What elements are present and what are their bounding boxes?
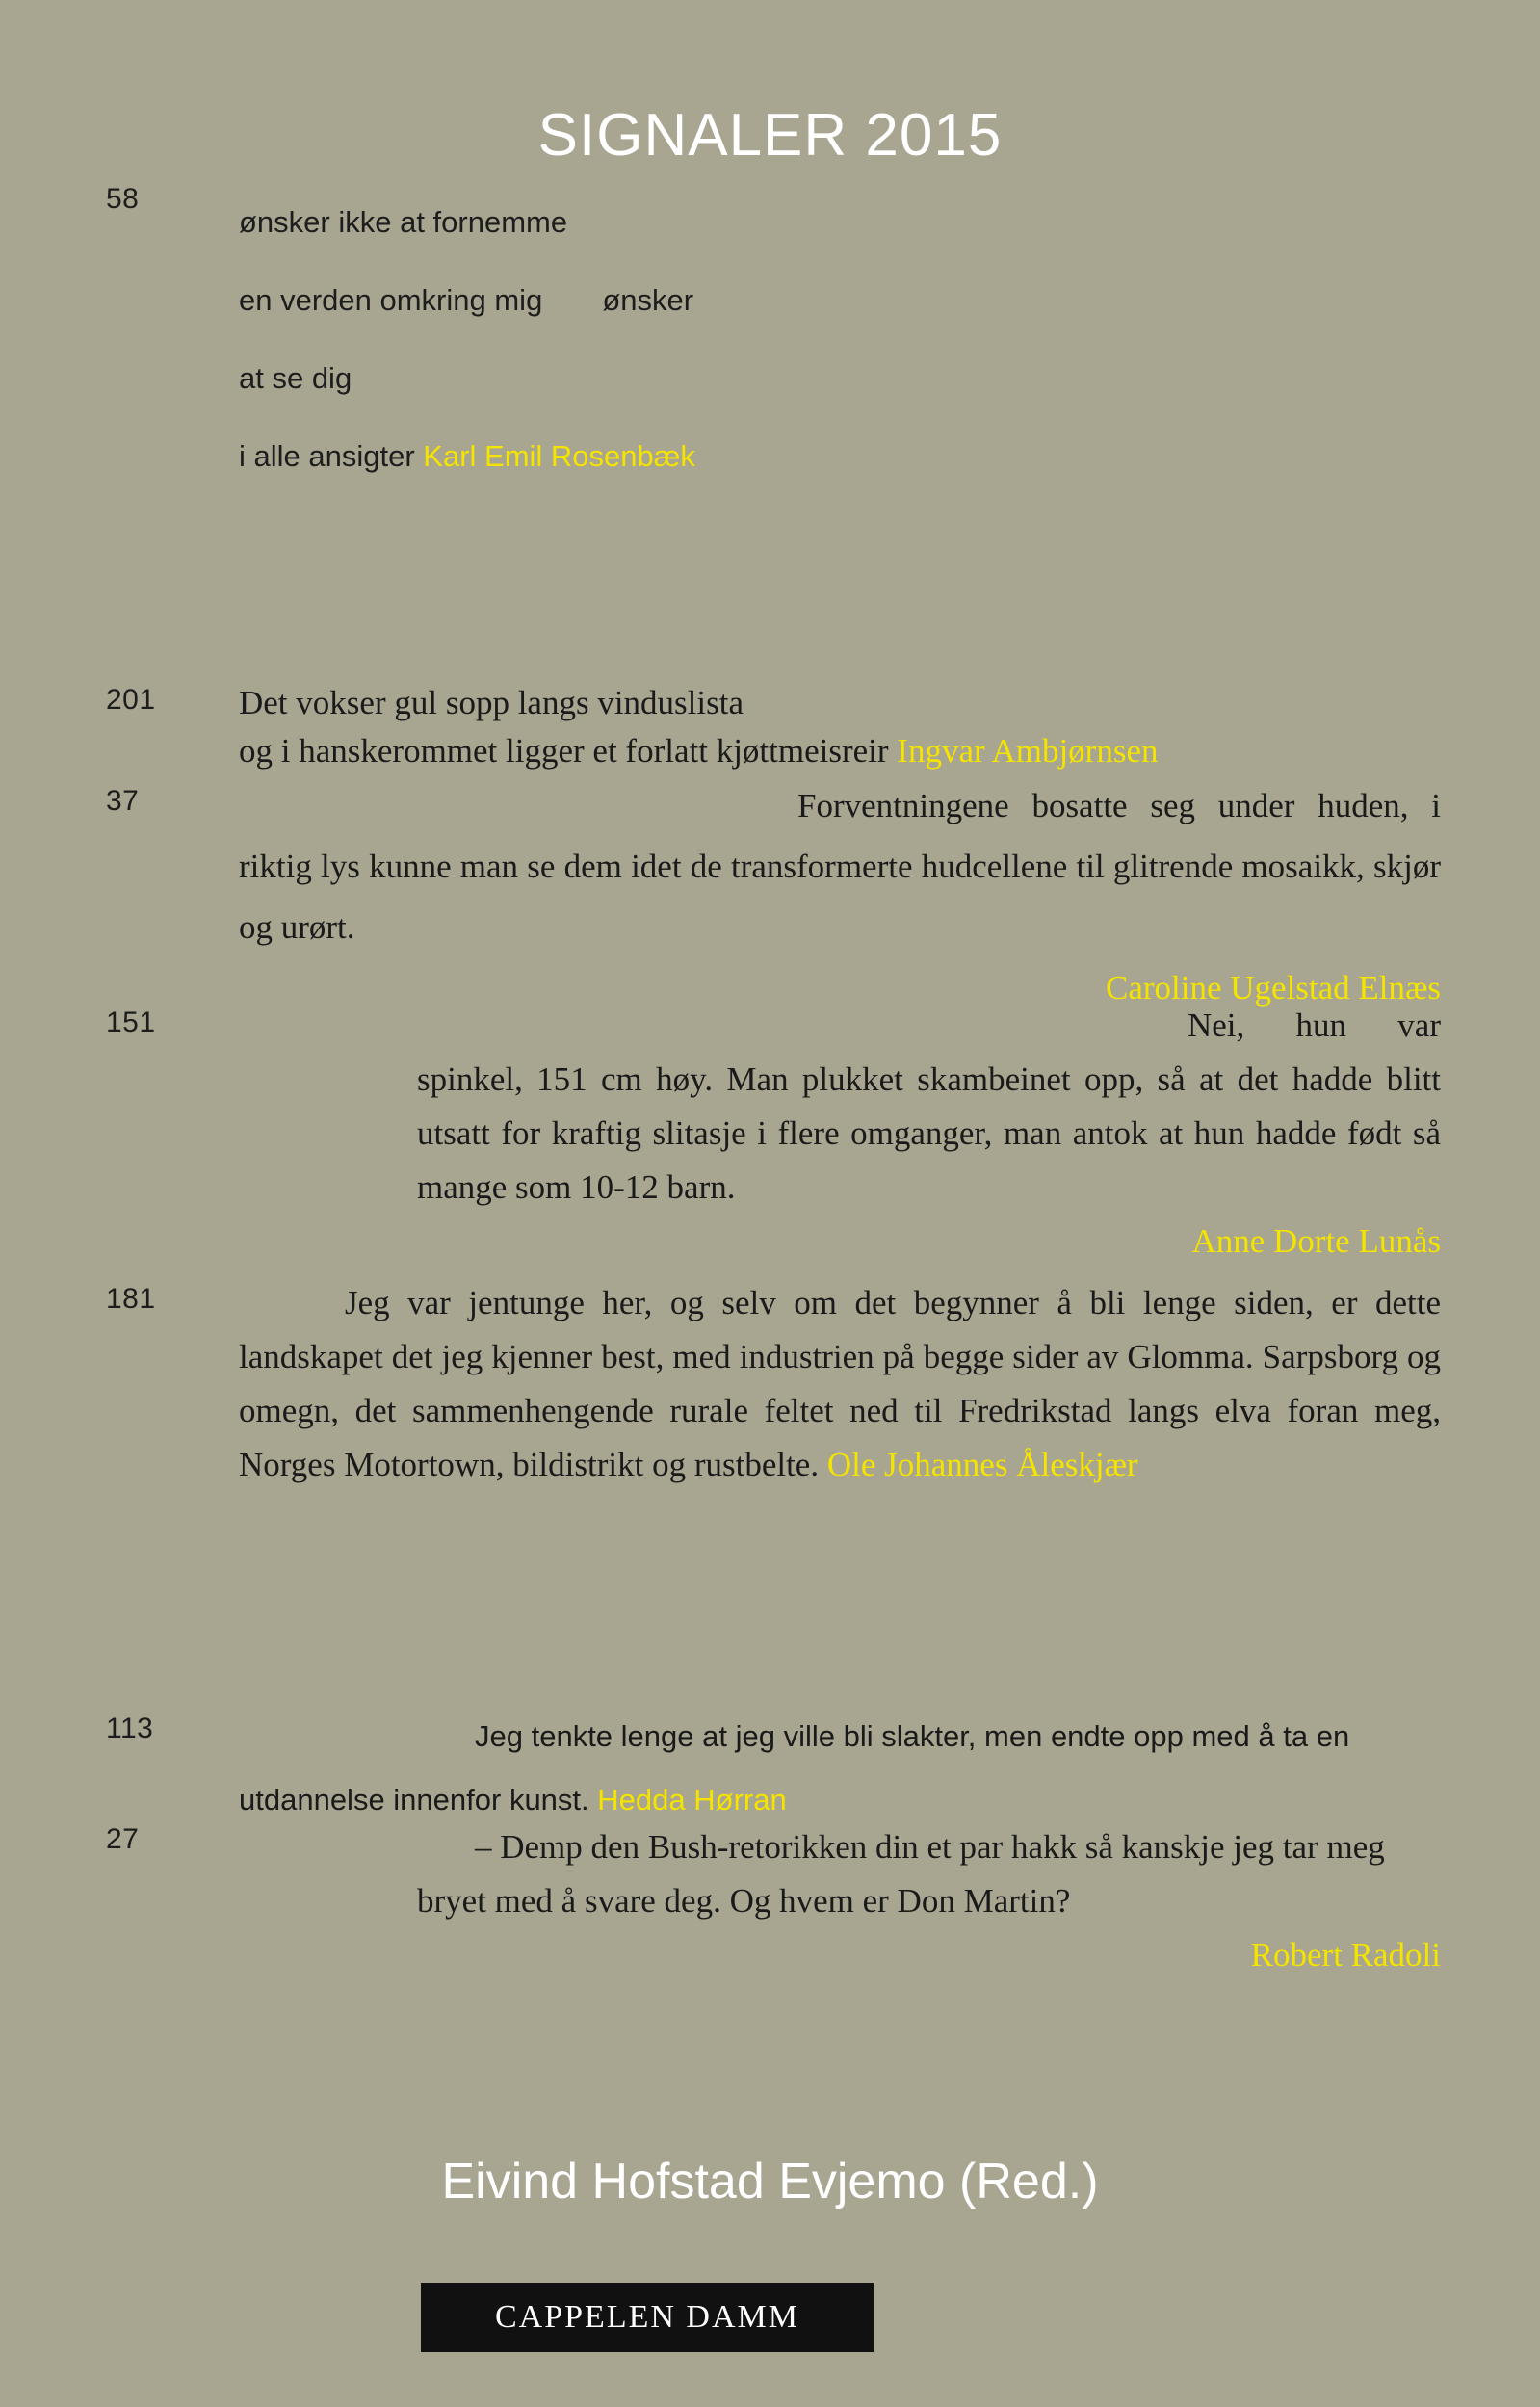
poem-entry-58 bbox=[239, 183, 1375, 495]
page-number-151: 151 bbox=[106, 1007, 156, 1038]
page-number-113: 113 bbox=[106, 1713, 154, 1744]
page-title: SIGNALER 2015 bbox=[537, 102, 1003, 169]
poem-line: ønsker ikke at fornemme bbox=[239, 205, 568, 239]
quote-line: Det vokser gul sopp langs vinduslista bbox=[239, 684, 744, 721]
page-number-181: 181 bbox=[106, 1283, 156, 1315]
quote-paragraph bbox=[239, 1276, 1441, 1492]
quote-line: og i hanskerommet ligger et forlatt kjøttmeisreir bbox=[239, 732, 889, 770]
quote-entry-37 bbox=[239, 775, 1441, 1018]
author-name-karl-emil-rosenbaek: Karl Emil Rosenbæk bbox=[423, 439, 695, 473]
poem-line-row bbox=[239, 417, 1375, 495]
poem-line: at se dig bbox=[239, 361, 352, 395]
quote-entry-151 bbox=[417, 999, 1441, 1269]
publisher-logo bbox=[421, 2283, 874, 2352]
page-number-201: 201 bbox=[106, 684, 156, 716]
author-name-ole-johannes-aleskjaer: Ole Johannes Åleskjær bbox=[826, 1446, 1138, 1483]
publisher-name: CAPPELEN DAMM bbox=[495, 2299, 799, 2335]
poem-line: ønsker bbox=[602, 283, 694, 317]
poem-line: i alle ansigter bbox=[239, 439, 415, 473]
quote-text: Jeg tenkte lenge at jeg ville bli slakter, men endte opp med å ta en utdannelse innenfor kunst. bbox=[239, 1719, 1350, 1817]
author-name-ingvar-ambjornsen: Ingvar Ambjørnsen bbox=[897, 732, 1159, 770]
quote-entry-201 bbox=[239, 679, 1395, 775]
poem-line-row bbox=[239, 261, 1375, 339]
page-number-37: 37 bbox=[106, 785, 140, 817]
quote-entry-27 bbox=[417, 1820, 1441, 1982]
editor-credit: Eivind Hofstad Evjemo (Red.) bbox=[441, 2154, 1099, 2210]
author-name-robert-radoli: Robert Radoli bbox=[1250, 1936, 1441, 1974]
quote-text: Nei, hun var spinkel, 151 cm høy. Man plukket skambeinet opp, så at det hadde blitt utsatt for kraftig slitasje i flere omganger, man antok at hun hadde født så mange som 10-12 barn. bbox=[417, 1007, 1441, 1206]
quote-entry-113 bbox=[239, 1705, 1443, 1832]
page-number-27: 27 bbox=[106, 1823, 140, 1855]
page-number-58: 58 bbox=[106, 183, 140, 215]
quote-entry-181 bbox=[239, 1276, 1441, 1492]
quote-text: Forventningene bosatte seg under huden, i riktig lys kunne man se dem idet de transformerte hudcellene til glitrende mosaikk, skjør og urørt. bbox=[239, 787, 1441, 946]
author-name-anne-dorte-lunas: Anne Dorte Lunås bbox=[1191, 1222, 1441, 1260]
quote-text: Jeg var jentunge her, og selv om det begynner å bli lenge siden, er dette landskapet det jeg kjenner best, med industrien på begge sider av Glomma. Sarpsborg og omegn, det sammenhengende rurale feltet ned til Fredrikstad langs elva foran meg, Norges Motortown, bildistrikt og rustbelte. bbox=[239, 1284, 1441, 1483]
author-name-caroline-ugelstad-elnaes: Caroline Ugelstad Elnæs bbox=[1105, 969, 1441, 1007]
poem-line: en verden omkring mig bbox=[239, 283, 543, 317]
author-name-hedda-horran: Hedda Hørran bbox=[597, 1783, 787, 1817]
quote-text: – Demp den Bush-retorikken din et par hakk så kanskje jeg tar meg bryet med å svare deg. Og hvem er Don Martin? bbox=[417, 1828, 1385, 1920]
quote-line-row bbox=[239, 727, 1395, 775]
